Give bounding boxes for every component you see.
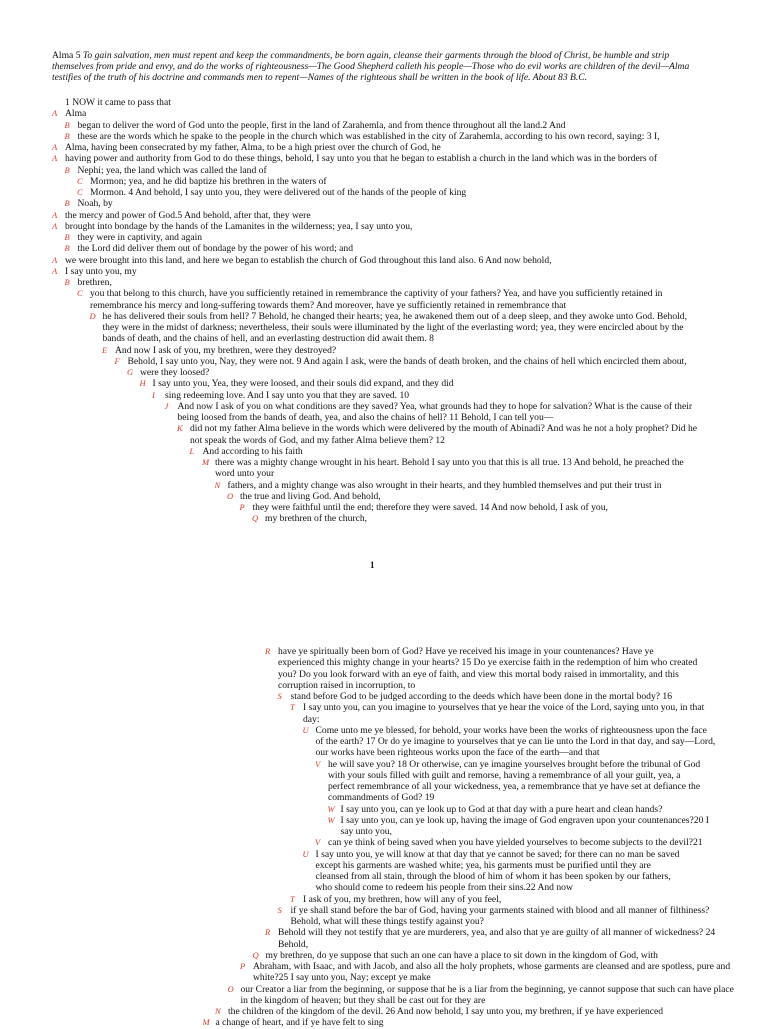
outline-letter: R xyxy=(265,927,271,938)
outline-letter: M xyxy=(202,457,210,467)
verse-text: And now I ask of you on what conditions are they saved? Yea, what grounds had they to hope for salvation? What is the cause of their being loosed from the bands of death, yea, and also the chains of hell? 11 Behold, I can tell you— xyxy=(177,400,693,423)
outline-line xyxy=(0,378,768,389)
outline-letter: A xyxy=(52,108,58,119)
outline-letter: C xyxy=(77,288,83,299)
outline-letter: B xyxy=(64,119,70,130)
verse-text: And now I ask of you, my brethren, were they destroyed? xyxy=(115,344,337,356)
verse-text: a change of heart, and if ye have felt to sing xyxy=(215,1017,384,1029)
outline-line xyxy=(0,502,768,513)
outline-line xyxy=(0,277,768,288)
chapter-heading: Alma 5 xyxy=(52,50,81,61)
verse-text: began to deliver the word of God unto the people, first in the land of Zarahemla, and from thence throughout all the land.2 And xyxy=(77,119,566,131)
outline-letter: N xyxy=(215,1006,221,1016)
verse-text: brought into bondage by the hands of the Lamanites in the wilderness; yea, I say unto you, xyxy=(65,220,413,232)
verse-text: they were faithful until the end; therefore they were saved. 14 And now behold, I ask of you, xyxy=(252,502,608,513)
outline-line xyxy=(0,1006,768,1017)
outline-letter: A xyxy=(52,254,58,265)
outline-letter: W xyxy=(327,814,335,825)
outline-letter: V xyxy=(315,758,321,769)
verse-text: there was a mighty change wrought in his heart. Behold I say unto you that this is all true. 13 And behold, he preached the word unto your xyxy=(215,457,684,480)
outline-line xyxy=(0,255,768,266)
outline-letter: A xyxy=(52,142,58,152)
outline-line xyxy=(0,480,768,491)
outline-line xyxy=(0,950,768,961)
outline-line xyxy=(0,457,695,480)
verse-text: I ask of you, my brethren, how will any of you feel, xyxy=(303,893,502,905)
outline-letter: E xyxy=(102,344,108,355)
outline-letter: Q xyxy=(252,513,259,524)
outline-letter: B xyxy=(64,277,70,287)
outline-letter: B xyxy=(64,130,70,141)
outline-line xyxy=(0,759,708,804)
outline-letter: F xyxy=(114,355,120,366)
verse-text: Noah, by xyxy=(77,198,113,210)
outline-letter: A xyxy=(52,220,58,231)
outline-letter: U xyxy=(302,724,309,735)
outline-line xyxy=(0,142,768,153)
outline-letter: G xyxy=(127,367,134,377)
verse-text: Mormon; yea, and he did baptize his brethren in the waters of xyxy=(90,175,327,187)
outline-line xyxy=(0,837,768,848)
outline-letter: B xyxy=(64,232,70,242)
verse-text: Behold, I say unto you, Nay, they were not. 9 And again I ask, were the bands of death broken, and the chains of hell which encircled them about, xyxy=(127,355,687,367)
outline-line xyxy=(0,120,768,131)
outline-letter: U xyxy=(302,848,309,859)
verse-text: Alma, having been consecrated by my father, Alma, to be a high priest over the church of God, he xyxy=(65,142,441,153)
outline-line xyxy=(0,815,711,838)
verse-text: fathers, and a mighty change was also wrought in their hearts, and they humbled themselves and put their trust in xyxy=(227,479,662,491)
outline-line xyxy=(0,961,753,984)
outline-letter: V xyxy=(315,837,321,848)
outline-letter: A xyxy=(52,265,58,276)
outline-line xyxy=(0,356,768,367)
outline-line xyxy=(0,984,741,1007)
verse-text: Mormon. 4 And behold, I say unto you, they were delivered out of the hands of the people of king xyxy=(90,187,467,198)
verse-text: I say unto you, can you imagine to yourselves that ye hear the voice of the Lord, saying unto you, in that day: xyxy=(303,702,705,725)
verse-text: 1 NOW it came to pass that xyxy=(65,97,171,108)
verse-text: these are the words which he spake to the people in the church which was established in the city of Zarahemla, according to his own record, saying: 3 I, xyxy=(77,130,660,142)
verse-text: I say unto you, can ye look up, having the image of God engraven upon your countenances?20 I say unto you, xyxy=(340,814,709,837)
verse-text: Alma xyxy=(65,108,87,120)
outline-letter: S xyxy=(277,904,282,915)
outline-line xyxy=(0,513,768,524)
outline-line xyxy=(0,401,698,424)
outline-line xyxy=(0,153,768,164)
outline-letter: R xyxy=(265,646,271,656)
outline-letter: B xyxy=(64,243,70,254)
outline-letter: T xyxy=(290,702,295,713)
verse-text: Abraham, with Isaac, and with Jacob, and also all the holy prophets, whose garments are cleansed and are spotless, pure and white?25 I say unto you, Nay; except ye make xyxy=(253,961,731,984)
outline-line xyxy=(0,221,768,232)
outline-line xyxy=(0,894,768,905)
outline-top xyxy=(0,97,768,525)
verse-text: my brethren of the church, xyxy=(265,513,368,525)
outline-line xyxy=(0,367,768,378)
outline-letter: S xyxy=(277,691,282,701)
outline-line xyxy=(0,165,768,176)
verse-text: my brethren, do ye suppose that such an one can have a place to sit down in the kingdom of God, with xyxy=(265,949,658,961)
outline-line xyxy=(0,446,768,457)
verse-text: stand before God to be judged according to the deeds which have been done in the mortal body? 16 xyxy=(290,691,673,702)
outline-letter: C xyxy=(77,175,83,186)
outline-line xyxy=(0,804,768,815)
outline-line xyxy=(0,210,768,221)
verse-text: he will save you? 18 Or otherwise, can ye imagine yourselves brought before the tribunal of God with your souls filled with guilt and remorse, having a remembrance of all your guilt, yea, a perfect remembrance of all your wickedness, yea, a remembrance that ye have set at defiance the commandments of God? 19 xyxy=(328,758,701,804)
outline-letter: A xyxy=(52,153,58,164)
outline-letter: O xyxy=(227,983,234,994)
verse-text: have ye spiritually been born of God? Have ye received his image in your countenances? Have ye experienced this mighty change in your hearts? 15 Do ye exercise faith in the redemption of him who created you? Do you look forward with an eye of faith, and view this mortal body raised in immortality, and this corruption raised in incorruption, to xyxy=(278,646,698,691)
outline-letter: P xyxy=(240,961,246,971)
verse-text: the Lord did deliver them out of bondage by the power of his word; and xyxy=(77,243,353,255)
outline-line xyxy=(0,131,768,142)
verse-text: the mercy and power of God.5 And behold, after that, they were xyxy=(65,209,311,221)
outline-letter: C xyxy=(77,187,83,197)
outline-line xyxy=(0,849,686,894)
outline-line xyxy=(0,702,713,725)
verse-text: having power and authority from God to do these things, behold, I say unto you that he began to establish a church in the land which was in the borders of xyxy=(65,153,658,165)
outline-line xyxy=(0,288,710,311)
outline-letter: W xyxy=(327,803,335,814)
verse-text: were they loosed? xyxy=(140,367,210,378)
outline-line xyxy=(0,97,768,108)
page-number: 1 xyxy=(370,560,375,570)
verse-text: Nephi; yea, the land which was called the land of xyxy=(77,164,267,176)
outline-letter: O xyxy=(227,490,234,501)
outline-line xyxy=(0,491,768,502)
verse-text: our Creator a liar from the beginning, or suppose that he is a liar from the beginning, ye cannot suppose that such can have place in the kingdom of heaven; but they shall be cast out for they are xyxy=(240,983,734,1006)
outline-line xyxy=(0,423,700,446)
verse-text: can ye think of being saved when you have yielded yourselves to become subjects to the devil?21 xyxy=(328,837,703,849)
verse-text: the children of the kingdom of the devil. 26 And now behold, I say unto you, my brethren, if ye have experienced xyxy=(228,1006,664,1017)
verse-text: I say unto you, ye will know at that day that ye cannot be saved; for there can no man be saved except his garments are washed white; yea, his garments must be purified until they are cleansed from all stain, through the blood of him of whom it has been spoken by our fathers, who should come to redeem his people from their sins.22 And now xyxy=(315,848,680,894)
outline-letter: L xyxy=(189,445,195,456)
verse-text: the true and living God. And behold, xyxy=(240,490,381,502)
verse-text: they were in captivity, and again xyxy=(77,232,203,243)
outline-letter: H xyxy=(139,378,146,389)
verse-text: we were brought into this land, and here we began to establish the church of God throughout this land also. 6 And now behold, xyxy=(65,254,552,266)
outline-line xyxy=(0,232,768,243)
verse-text: Behold will they not testify that ye are murderers, yea, and also that ye are guilty of all manner of wickedness? 24 Behold, xyxy=(278,927,716,950)
verse-text: you that belong to this church, have you sufficiently retained in remembrance the captivity of your fathers? Yea, and have you sufficiently retained in remembrance his mercy and long-suffering towards them? And moreover, have ye sufficiently retained in remembrance that xyxy=(90,288,663,311)
verse-text: I say unto you, Yea, they were loosed, and their souls did expand, and they did xyxy=(152,378,454,390)
verse-text: sing redeeming love. And I say unto you that they are saved. 10 xyxy=(165,389,410,401)
outline-letter: B xyxy=(64,164,70,175)
outline-line xyxy=(0,345,768,356)
outline-line xyxy=(0,646,698,691)
outline-line xyxy=(0,311,693,345)
chapter-summary: To gain salvation, men must repent and keep the commandments, be born again, cleanse their garments through the blood of Christ, be humble and strip themselves from pride and envy, and do the works of righteousness—The Good Shepherd calleth his people—Those who do evil works are children of the devil—Alma testifies of the truth of his doctrine and commands men to repent—Names of the righteous shall be written in the book of life. About 83 B.C. xyxy=(52,50,690,84)
verse-text: if ye shall stand before the bar of God, having your garments stained with blood and all manner of filthiness? Behold, what will these things testify against you? xyxy=(290,904,710,927)
outline-letter: T xyxy=(290,893,295,904)
outline-line xyxy=(0,108,768,119)
outline-line xyxy=(0,176,768,187)
outline-line xyxy=(0,243,768,254)
outline-line xyxy=(0,390,768,401)
outline-letter: P xyxy=(239,502,245,512)
outline-letter: M xyxy=(202,1017,210,1028)
outline-bottom xyxy=(0,646,768,1029)
outline-line xyxy=(0,187,768,198)
outline-line xyxy=(0,927,738,950)
verse-text: he has delivered their souls from hell? 7 Behold, he changed their hearts; yea, he awakened them out of a deep sleep, and they awoke unto God. Behold, they were in the midst of darkness; nevertheless, their souls were illuminated by the light of the everlasting word; yea, they were encircled about by the bands of death, and the chains of hell, and an everlasting destruction did await them. 8 xyxy=(102,310,687,345)
outline-letter: I xyxy=(152,389,155,400)
outline-letter: J xyxy=(164,400,169,411)
outline-line xyxy=(0,1017,768,1028)
outline-letter: B xyxy=(64,198,70,209)
outline-line xyxy=(0,725,716,759)
chapter-intro xyxy=(52,50,712,84)
outline-letter: K xyxy=(177,423,183,434)
outline-letter: N xyxy=(214,479,221,490)
verse-text: I say unto you, can ye look up to God at that day with a pure heart and clean hands? xyxy=(340,803,663,815)
outline-line xyxy=(0,266,768,277)
verse-text: And according to his faith xyxy=(202,445,303,457)
outline-letter: Q xyxy=(252,949,259,960)
outline-line xyxy=(0,905,711,928)
verse-text: brethren, xyxy=(77,277,112,288)
outline-line xyxy=(0,691,768,702)
verse-text: did not my father Alma believe in the words which were delivered by the mouth of Abinadi? And was he not a holy prophet? Did he not speak the words of God, and my father Alma believe them? 12 xyxy=(190,423,698,446)
verse-text: I say unto you, my xyxy=(65,265,137,277)
verse-text: Come unto me ye blessed, for behold, your works have been the works of righteousness upon the face of the earth? 17 Or do ye imagine to yourselves that ye can lie unto the Lord in that day, and say—Lord, our works have been righteous works upon the face of the earth—and that xyxy=(315,724,716,759)
outline-letter: D xyxy=(89,310,96,321)
outline-line xyxy=(0,198,768,209)
outline-letter: A xyxy=(52,209,58,220)
